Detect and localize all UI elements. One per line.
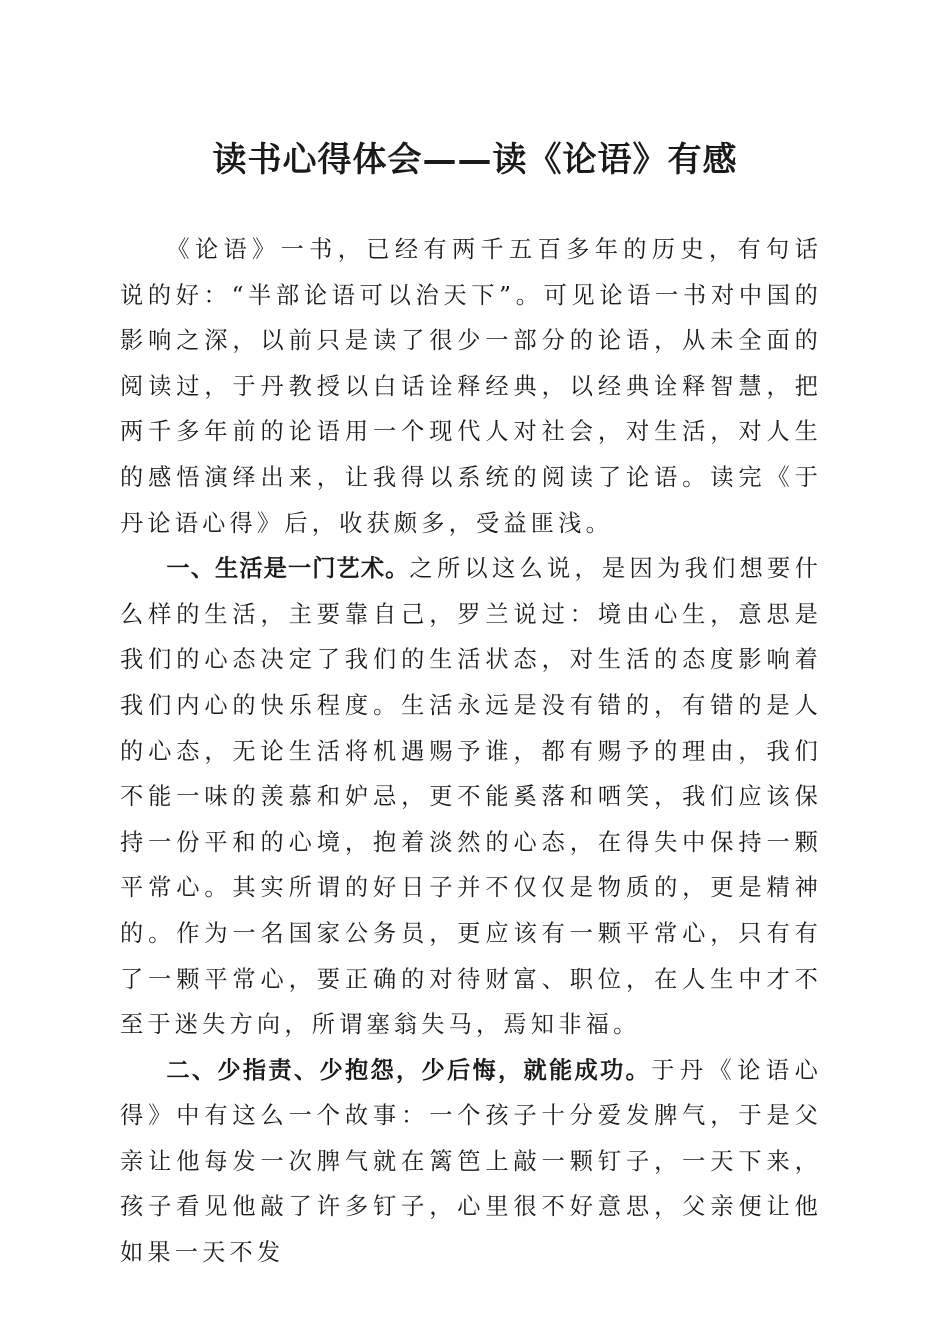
section-one-heading: 一、生活是一门艺术。 bbox=[166, 555, 410, 583]
document-title: 读书心得体会——读《论语》有感 bbox=[212, 140, 738, 180]
section-two-heading: 二、少指责、少抱怨，少后悔，就能成功。 bbox=[166, 1056, 652, 1084]
section-two-text: 于丹《论语心得》中有这么一个故事：一个孩子十分爱发脾气，于是父亲让他每发一次脾气就在篱笆上敲一颗钉子，一天下来，孩子看见他敲了许多钉子，心里很不好意思，父亲便让他如果一天不发 bbox=[120, 1056, 822, 1267]
document-body bbox=[120, 227, 822, 1276]
paragraph-section-one bbox=[120, 546, 822, 1048]
section-one-text: 之所以这么说，是因为我们想要什么样的生活，主要靠自己，罗兰说过：境由心生，意思是我们的心态决定了我们的生活状态，对生活的态度影响着我们内心的快乐程度。生活永远是没有错的，有错的是人的心态，无论生活将机遇赐予谁，都有赐予的理由，我们不能一味的羡慕和妒忌，更不能奚落和哂笑，我们应该保持一份平和的心境，抱着淡然的心态，在得失中保持一颗平常心。其实所谓的好日子并不仅仅是物质的，更是精神的。作为一名国家公务员，更应该有一颗平常心，只有有了一颗平常心，要正确的对待财富、职位，在人生中才不至于迷失方向，所谓塞翁失马，焉知非福。 bbox=[120, 555, 822, 1039]
paragraph-section-two bbox=[120, 1048, 822, 1276]
paragraph-intro bbox=[120, 227, 822, 546]
paragraph-intro-text: 《论语》一书，已经有两千五百多年的历史，有句话说的好：“半部论语可以治天下”。可见论语一书对中国的影响之深，以前只是读了很少一部分的论语，从未全面的阅读过，于丹教授以白话诠释经典，以经典诠释智慧，把两千多年前的论语用一个现代人对社会，对生活，对人生的感悟演绎出来，让我得以系统的阅读了论语。读完《于丹论语心得》后，收获颇多，受益匪浅。 bbox=[120, 236, 822, 537]
